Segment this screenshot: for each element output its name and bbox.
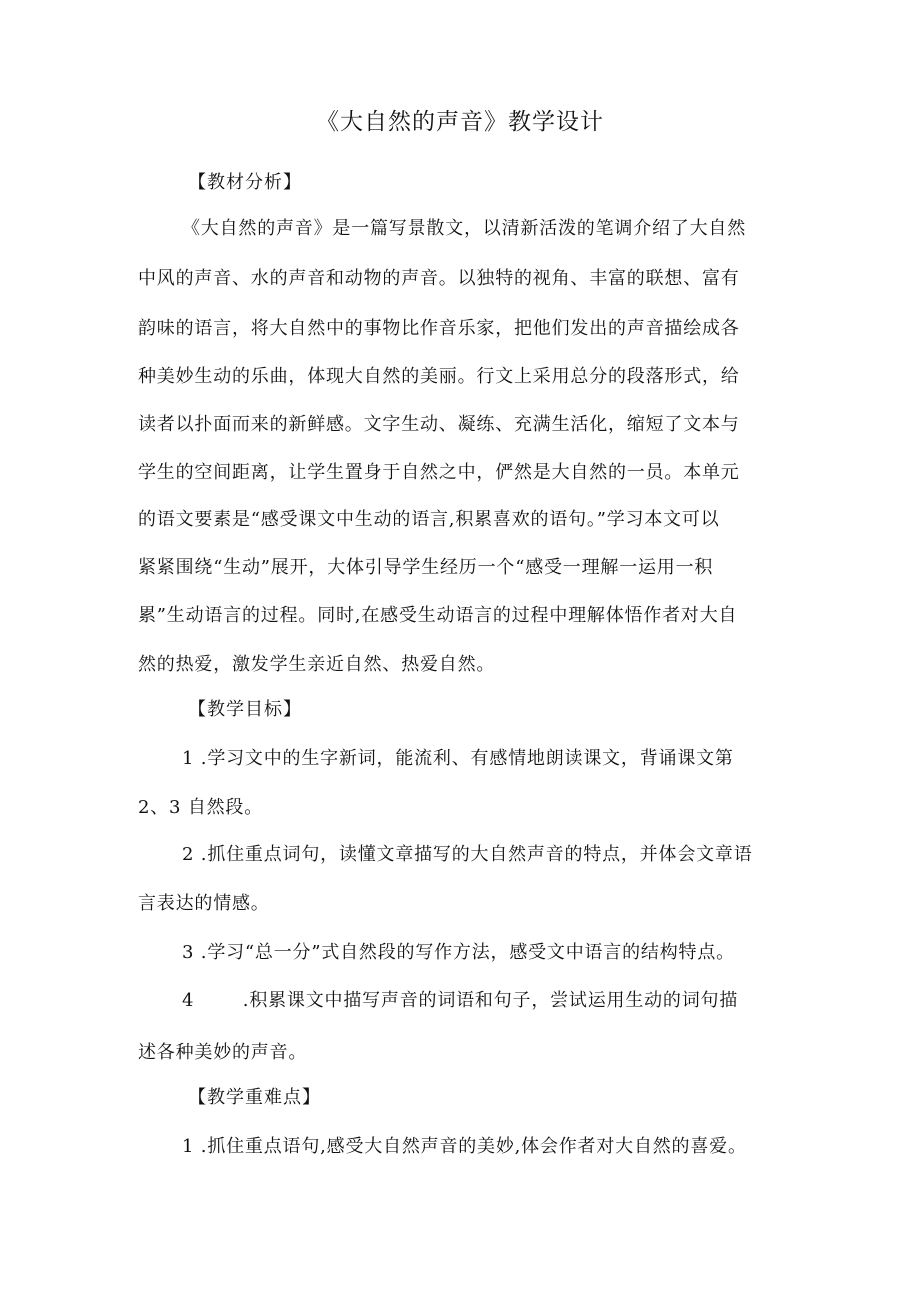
- goal-text: .抓住重点词句，读懂文章描写的大自然声音的特点，并体会文章语: [200, 844, 753, 865]
- goal-number: 3: [182, 942, 195, 963]
- section-heading-key-points: 【教学重难点】: [188, 1087, 321, 1108]
- paragraph-line: 累”生动语言的过程。同时,在感受生动语言的过程中理解体悟作者对大自: [138, 605, 738, 626]
- goal-item-4-continuation: 述各种美妙的声音。: [138, 1042, 308, 1063]
- paragraph-line: 学生的空间距离，让学生置身于自然之中，俨然是大自然的一员。本单元: [138, 462, 740, 483]
- goal-item-2: [182, 842, 753, 868]
- paragraph-line: 然的热爱，激发学生亲近自然、热爱自然。: [138, 654, 496, 675]
- goal-text: .积累课文中描写声音的词语和句子，尝试运用生动的词句描: [242, 990, 739, 1011]
- key-point-item-1: [182, 1134, 747, 1160]
- goal-item-3: [182, 940, 735, 966]
- paragraph-line: 《大自然的声音》是一篇写景散文，以清新活泼的笔调介绍了大自然: [182, 218, 746, 239]
- goal-item-2-continuation: 言表达的情感。: [138, 893, 270, 914]
- goal-item-4: [182, 988, 738, 1014]
- section-heading-teaching-goals: 【教学目标】: [188, 699, 302, 720]
- paragraph-line: 紧紧围绕“生动”展开，大体引导学生经历一个“感受一理解一运用一积: [138, 557, 714, 578]
- paragraph-line: 读者以扑面而来的新鲜感。文字生动、凝练、充满生活化，缩短了文本与: [138, 414, 740, 435]
- paragraph-line: 种美妙生动的乐曲，体现大自然的美丽。行文上采用总分的段落形式，给: [138, 366, 740, 387]
- goal-number: 4: [182, 990, 195, 1011]
- goal-item-1: [182, 746, 734, 772]
- goal-text: .学习文中的生字新词，能流利、有感情地朗读课文，背诵课文第: [200, 748, 734, 769]
- goal-number: 1: [182, 748, 195, 769]
- document-title: 《大自然的声音》教学设计: [316, 109, 604, 135]
- paragraph-line: 的语文要素是“感受课文中生动的语言,积累喜欢的语句。”学习本文可以: [138, 509, 720, 530]
- goal-number: 2: [182, 844, 195, 865]
- paragraph-line: 韵味的语言，将大自然中的事物比作音乐家，把他们发出的声音描绘成各: [138, 318, 740, 339]
- goal-text: .学习“总一分”式自然段的写作方法，感受文中语言的结构特点。: [200, 942, 735, 963]
- key-point-text: .抓住重点语句,感受大自然声音的美妙,体会作者对大自然的喜爱。: [200, 1136, 747, 1157]
- paragraph-line: 中风的声音、水的声音和动物的声音。以独特的视角、丰富的联想、富有: [138, 268, 740, 289]
- section-heading-textbook-analysis: 【教材分析】: [188, 172, 302, 193]
- key-point-number: 1: [182, 1136, 195, 1157]
- goal-item-1-continuation: 2、3 自然段。: [138, 797, 264, 818]
